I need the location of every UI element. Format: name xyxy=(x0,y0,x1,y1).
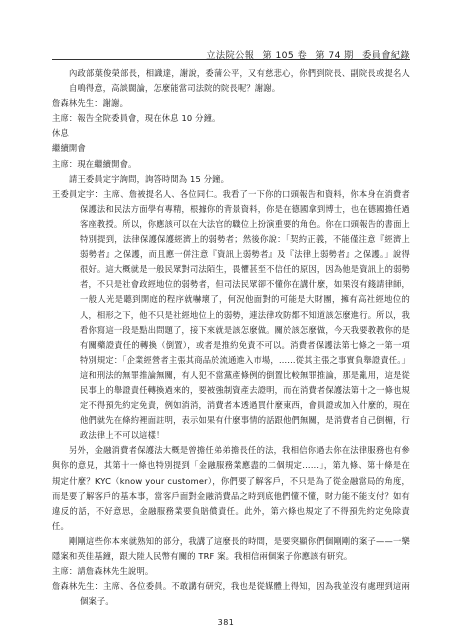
chair-line: 主席：報告全院委員會，現在休息 10 分鐘。 xyxy=(52,113,221,124)
chair-line: 主席：請詹森林先生說明。 xyxy=(52,566,154,577)
legislator-question: 王委員定宇：主席、詹被提名人、各位同仁。我看了一下你的口頭報告和資料，你本身在消費者保護法和民法方面學有專精，根據你的背景資料，你是在德國拿到博士，也在德國擔任過客座教授。所以，你應該可以在大法官的職位上扮演重要的角色。你在口頭報告的書面上特別提到，法律保護保護經濟上的弱勢者；然後你說：「契約正義，不能僅注意『經濟上弱勢者』之保護，而且應一併注意『資訊上弱勢者』及『法律上弱勢者』之保護。」說得很好。這大概就是一般民眾對司法陌生，畏懼甚至不信任的原因，因為他是資訊上的弱勢者，不只是社會政經地位的弱勢者，但司法民眾卻不懂你在講什麼，如果沒有錢請律師，一般人光是聽到開庭的程序就嚇壞了，何況他面對的可能是大財團，擁有高社經地位的人，相形之下，他不只是社經地位上的弱勢，連法律攻防都不知道該怎麼進行。所以，我看你寫這一段是點出問題了，接下來就是該怎麼做。關於該怎麼做，今天我要教教你的是有關藥證責任的轉換（倒置），或者是推約免責不可以。消費者保護法第七條之一第一項特別規定：「企業經營者主張其商品於流通進入市場，……從其主張之事實負舉證責任。」這和刑法的無罪推論無關，有人犯不當黨產條例的倒置比較無罪推論，那是亂用，這是從民事上的舉證責任轉換過來的，要被強制資產去證明，而在消費者保護法第十之一條也規定不得預先約定免責，例如消消，消費者本透過買什麼東西，會員證或加入什麼的，現在他們就先在條約裡面註明，表示如果有什麼事情的話跟他們無關，是消費者自己倒楣，行政法律上不可以這樣！ xyxy=(52,188,410,441)
speaker-line: 詹森林先生：謝謝。 xyxy=(52,98,129,109)
publication-name: 立法院公報 xyxy=(206,50,255,61)
legislator-question-cont: 另外，金融消費者保護法大概是曾擔任弟弟擔長任的法，我相信你過去你在法律服務也有參與你的意見，其第十一條也特別提到「金融服務業應盡的二個規定……」，第九條、第十條是在規定什麼？KYC（know your customer），你們要了解客戶，不只是為了從金融當局的角度，而是要了解客戶的基本事，當客戶面對金融消費品之時到底他們懂不懂，財力能不能支付？如有違反的話，不好意思，金融服務業要負賠償責任。此外，第六條也規定了不得預先約定免除責任。 xyxy=(52,445,410,531)
chair-line: 主席：現在繼續開會。 xyxy=(52,158,137,169)
resume-note: 繼續開會 xyxy=(52,143,86,154)
transcript-paragraph: 內政部葉俊榮部長，相識達，謝說，委蒲公平，又有慈悲心，你們到院長、副院長或提名人自鳴得意，高談闊論，怎麼能當司法院的院長呢？謝謝。 xyxy=(69,68,410,94)
nominee-answer: 詹森林先生：主席、各位委員。不敢講有研究，我也是從媒體上得知，因為我並沒有處理到這兩個案子。 xyxy=(52,581,410,607)
recess-note: 休息 xyxy=(52,128,69,139)
volume-number: 第 105 卷 xyxy=(262,50,308,61)
section-name: 委員會紀錄 xyxy=(362,50,410,61)
header-rule xyxy=(52,59,410,60)
issue-number: 第 74 期 xyxy=(315,50,354,61)
chair-instruction: 請王委員定宇詢問，詢答時間為 15 分鐘。 xyxy=(69,173,230,184)
transcript-body xyxy=(52,66,410,609)
page-number: 381 xyxy=(217,618,235,627)
legislator-question-cont: 剛剛這些你本來就熟知的部分，我講了這麼長的時間，是要突顯你們個剛剛的案子——一樂隱案和英佳基鐘，跟大陸人民幣有關的 TRF 案。我相信兩個案子你應該有研究。 xyxy=(52,535,410,561)
